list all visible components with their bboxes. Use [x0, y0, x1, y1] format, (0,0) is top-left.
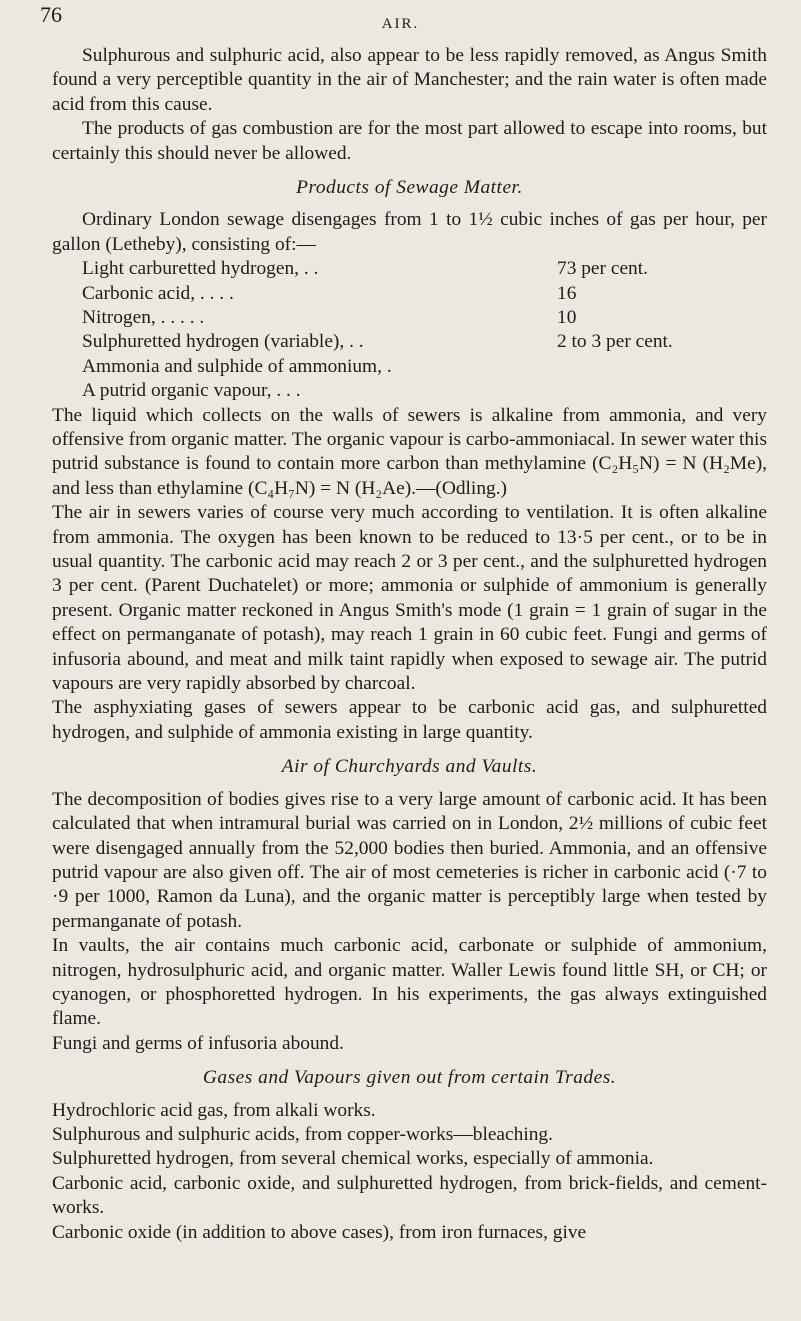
trade-item: Carbonic acid, carbonic oxide, and sulphuretted hydrogen, from brick-fields, and cement-works. — [52, 1172, 767, 1219]
trade-item: Sulphuretted hydrogen, from several chemical works, especially of ammonia. — [52, 1148, 654, 1170]
trade-item: Hydrochloric acid gas, from alkali works. — [52, 1099, 376, 1121]
trades-heading: Gases and Vapours given out from certain Trades. — [202, 1067, 617, 1089]
fungi-paragraph: Fungi and germs of infusoria abound. — [52, 1032, 344, 1054]
intro-paragraph-2: The products of gas combustion are for the most part allowed to escape into rooms, but certainly this should never be allowed. — [52, 118, 767, 164]
running-head: AIR. — [381, 16, 420, 32]
sewage-gas-table — [82, 257, 767, 403]
gas-name: Nitrogen, . . . . . — [82, 307, 205, 329]
gas-row — [82, 282, 767, 306]
page-number: 76 — [40, 2, 62, 27]
gas-value: 2 to 3 per cent. — [557, 331, 673, 353]
sewage-heading: Products of Sewage Matter. — [296, 177, 523, 199]
sewer-liquid-paragraph: The liquid which collects on the walls of sewers is alkaline from ammonia, and very offensive from organic matter. The organic vapour is carbo-ammoniacal. In sewer water this putrid substance is found to contain more carbon than methylamine (C₂H₅N) = N (H₂Me), and less than ethylamine (C₄H₇N) = N (H₂Ae).—(Odling.) — [52, 404, 767, 499]
trade-item: Sulphurous and sulphuric acids, from copper-works—bleaching. — [52, 1123, 553, 1145]
intro-paragraph-1: Sulphurous and sulphuric acid, also appear to be less rapidly removed, as Angus Smith found a very perceptible quantity in the air of Manchester; and the rain water is often made acid from this cause. — [52, 45, 767, 115]
gas-value: 16 — [557, 282, 577, 304]
gas-name: Sulphuretted hydrogen (variable), . . — [82, 331, 364, 353]
gas-name: Ammonia and sulphide of ammonium, . — [82, 355, 392, 377]
gas-row — [82, 355, 767, 379]
sewer-gases-paragraph: The asphyxiating gases of sewers appear to be carbonic acid gas, and sulphuretted hydrogen, and sulphide of ammonia existing in large quantity. — [52, 697, 767, 743]
sewer-air-paragraph: The air in sewers varies of course very much according to ventilation. It is often alkaline from ammonia. The oxygen has been known to be reduced to 13·5 per cent., or to be in usual quantity. The carbonic acid may reach 2 or 3 per cent., and the sulphuretted hydrogen 3 per cent. (Parent Duchatelet) or more; ammonia or sulphide of ammonium is generally present. Organic matter reckoned in Angus Smith's mode (1 grain = 1 grain of sugar in the effect on permanganate of potash), may reach 1 grain in 60 cubic feet. Fungi and germs of infusoria abound, and meat and milk taint rapidly when exposed to sewage air. The putrid vapours are very rapidly absorbed by charcoal. — [52, 502, 767, 695]
churchyards-paragraph-1: The decomposition of bodies gives rise to a very large amount of carbonic acid. It has been calculated that when intramural burial was carried on in London, 2½ millions of cubic feet were disengaged annually from the 52,000 bodies then buried. Ammonia, and an offensive putrid vapour are also given off. The air of most cemeteries is richer in carbonic acid (·7 to ·9 per 1000, Ramon da Luna), and the organic matter is perceptibly large when tested by permanganate of potash. — [52, 788, 767, 932]
vaults-paragraph: In vaults, the air contains much carbonic acid, carbonate or sulphide of ammonium, nitrogen, hydrosulphuric acid, and organic matter. Waller Lewis found little SH, or CH; or cyanogen, or phosphoretted hydrogen. In his experiments, the gas always extinguished flame. — [52, 935, 767, 1030]
gas-row — [82, 257, 767, 281]
page-body — [52, 44, 767, 1245]
sewage-lead-paragraph: Ordinary London sewage disengages from 1 to 1½ cubic inches of gas per hour, per gallon (Letheby), consisting of:— — [52, 209, 767, 255]
trade-item: Carbonic oxide (in addition to above cases), from iron furnaces, give — [52, 1221, 587, 1243]
gas-row — [82, 379, 767, 403]
gas-name: Carbonic acid, . . . . — [82, 282, 234, 304]
gas-value: 73 per cent. — [557, 258, 648, 280]
gas-row — [82, 330, 767, 354]
gas-value: 10 — [557, 307, 577, 329]
gas-name: Light carburetted hydrogen, . . — [82, 258, 319, 280]
gas-name: A putrid organic vapour, . . . — [82, 380, 301, 402]
churchyards-heading: Air of Churchyards and Vaults. — [281, 756, 538, 778]
gas-row — [82, 306, 767, 330]
